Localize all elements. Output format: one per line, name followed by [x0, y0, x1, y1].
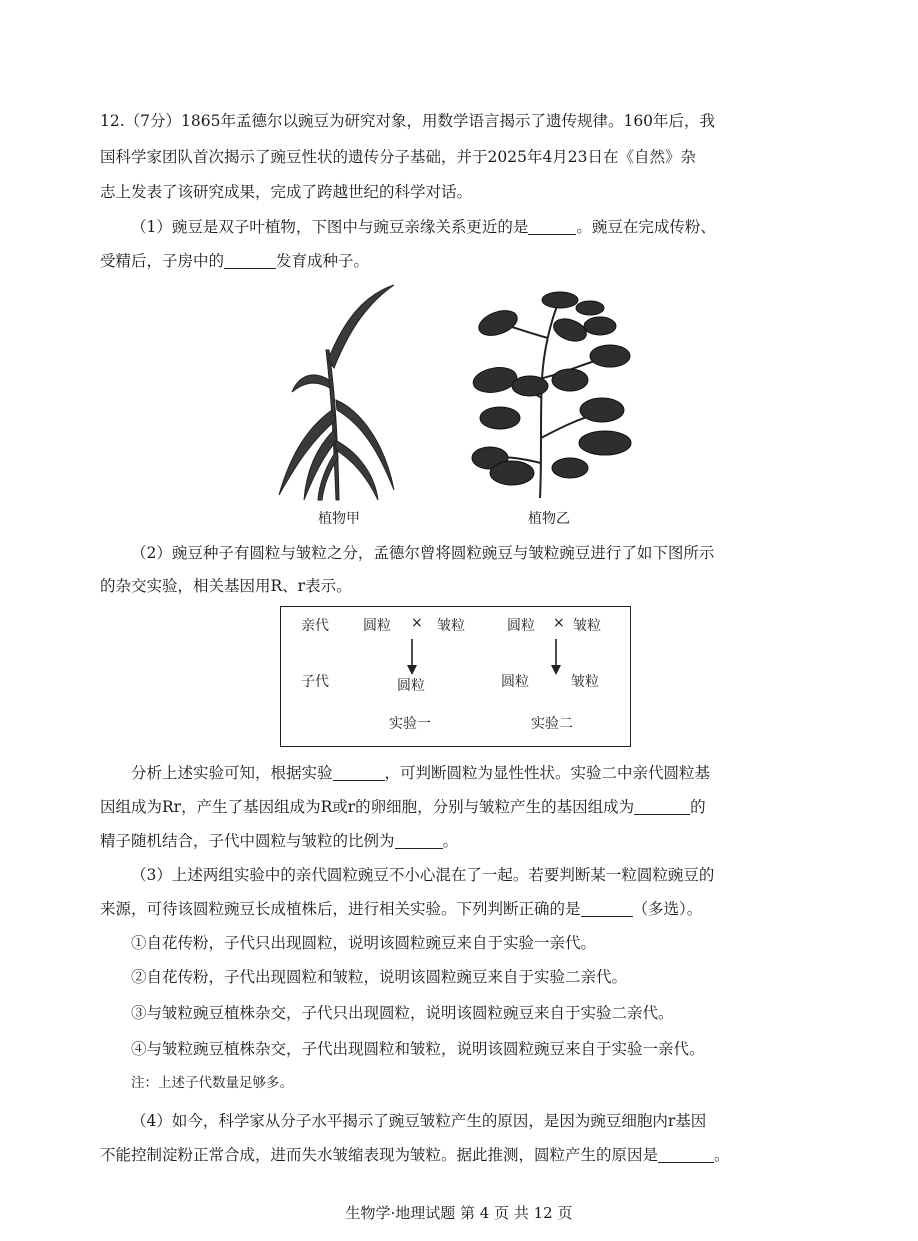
analysis-text-d: 的 [690, 798, 706, 816]
exp1-name: 实验一 [389, 716, 431, 732]
option-1: ①自花传粉，子代只出现圆粒，说明该圆粒豌豆来自于实验一亲代。 [131, 934, 597, 952]
analysis-text-a: 分析上述实验可知，根据实验 [131, 764, 333, 782]
analysis-line-3 [100, 826, 824, 856]
part1-line-1 [100, 212, 824, 242]
part4-text-a: 不能控制淀粉正常合成，进而失水皱缩表现为皱粒。据此推测，圆粒产生的原因是 [100, 1146, 659, 1164]
exp2-cross-symbol: × [553, 615, 565, 631]
analysis-text-b: ，可判断圆粒为显性性状。实验二中亲代圆粒基 [384, 764, 711, 782]
part1-text-b: 。豌豆在完成传粉、 [576, 218, 716, 236]
part3-text-b: （多选）。 [632, 900, 703, 918]
question-intro-line-2: 国科学家团队首次揭示了豌豆性状的遗传分子基础，并于2025年4月23日在《自然》杂 [100, 148, 697, 166]
part4-text-b: 。 [714, 1146, 730, 1164]
part1-text-d: 发育成种子。 [276, 252, 370, 270]
part3-note: 注：上述子代数量足够多。 [131, 1075, 293, 1091]
part4-line-2 [100, 1140, 824, 1170]
plant-b-illustration [470, 288, 640, 500]
answer-blank-6[interactable] [581, 901, 633, 918]
offspring-generation-label: 子代 [301, 674, 329, 690]
option-4: ④与皱粒豌豆植株杂交，子代出现圆粒和皱粒，说明该圆粒豌豆来自于实验一亲代。 [131, 1040, 705, 1058]
answer-blank-5[interactable] [395, 833, 443, 850]
part3-text-a: 来源，可待该圆粒豌豆长成植株后，进行相关实验。下列判断正确的是 [100, 900, 581, 918]
cross-experiment-diagram [280, 606, 631, 747]
exp2-offspring-wrinkled: 皱粒 [571, 674, 599, 690]
option-2: ②自花传粉，子代出现圆粒和皱粒，说明该圆粒豌豆来自于实验二亲代。 [131, 968, 628, 986]
question-intro-line-3: 志上发表了该研究成果，完成了跨越世纪的科学对话。 [100, 183, 473, 201]
exp2-name: 实验二 [531, 716, 573, 732]
plant-a-illustration [274, 280, 414, 502]
analysis-line-1 [100, 758, 824, 788]
answer-blank-4[interactable] [634, 799, 690, 816]
analysis-text-c: 因组成为Rr，产生了基因组成为R或r的卵细胞，分别与皱粒产生的基因组成为 [100, 798, 635, 816]
exp1-parent-wrinkled: 皱粒 [437, 618, 465, 634]
part3-line-2 [100, 894, 824, 924]
exp1-arrow-icon [405, 637, 419, 677]
part1-line-2 [100, 246, 824, 276]
exp1-cross-symbol: × [411, 615, 423, 631]
part3-line-1: （3）上述两组实验中的亲代圆粒豌豆不小心混在了一起。若要判断某一粒圆粒豌豆的 [131, 866, 715, 884]
answer-blank-2[interactable] [224, 253, 276, 270]
exp2-offspring-round: 圆粒 [501, 674, 529, 690]
page-footer: 生物学·地理试题 第 4 页 共 12 页 [345, 1204, 573, 1222]
answer-blank-3[interactable] [333, 765, 385, 782]
exp2-arrow-icon [549, 637, 563, 677]
part1-text-c: 受精后，子房中的 [100, 252, 225, 270]
exp1-offspring-round: 圆粒 [397, 678, 425, 694]
analysis-text-e: 精子随机结合，子代中圆粒与皱粒的比例为 [100, 832, 395, 850]
analysis-line-2 [100, 792, 824, 822]
analysis-text-f: 。 [442, 832, 459, 850]
part1-text-a: （1）豌豆是双子叶植物，下图中与豌豆亲缘关系更近的是 [131, 218, 529, 236]
exp2-parent-wrinkled: 皱粒 [573, 618, 601, 634]
plant-a-label: 植物甲 [318, 511, 360, 527]
exp2-parent-round: 圆粒 [507, 618, 535, 634]
answer-blank-7[interactable] [658, 1147, 714, 1164]
part2-line-2: 的杂交实验，相关基因用R、r表示。 [100, 577, 352, 595]
question-intro-line-1: 12.（7分）1865年孟德尔以豌豆为研究对象，用数学语言揭示了遗传规律。160年后，我 [100, 112, 716, 130]
option-3: ③与皱粒豌豆植株杂交，子代只出现圆粒，说明该圆粒豌豆来自于实验二亲代。 [131, 1004, 674, 1022]
part4-line-1: （4）如今，科学家从分子水平揭示了豌豆皱粒产生的原因，是因为豌豆细胞内r基因 [131, 1112, 707, 1130]
parent-generation-label: 亲代 [301, 618, 329, 634]
plant-b-label: 植物乙 [528, 511, 570, 527]
part2-line-1: （2）豌豆种子有圆粒与皱粒之分，孟德尔曾将圆粒豌豆与皱粒豌豆进行了如下图所示 [131, 544, 715, 562]
exp1-parent-round: 圆粒 [363, 618, 391, 634]
answer-blank-1[interactable] [528, 219, 576, 236]
